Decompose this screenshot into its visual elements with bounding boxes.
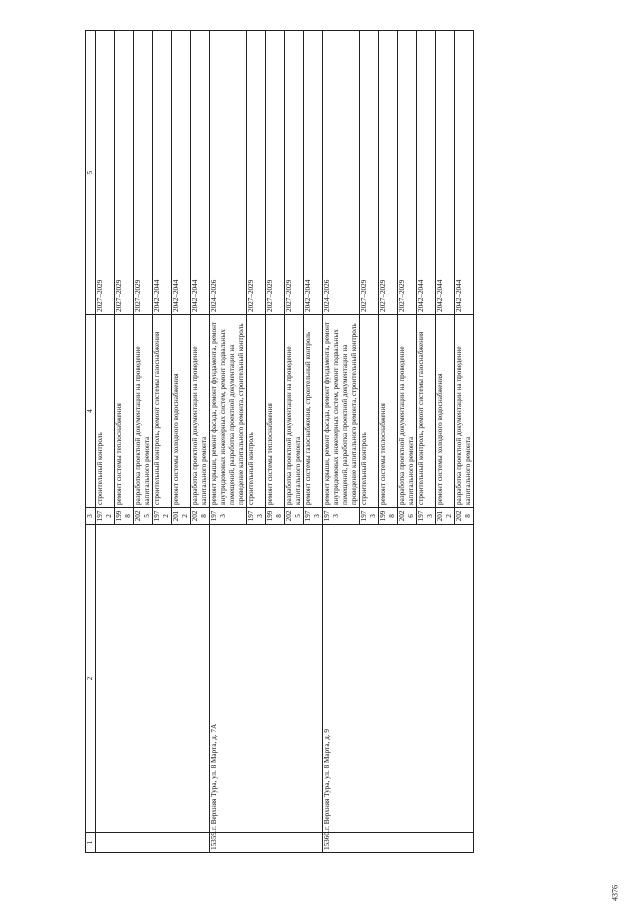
table-body xyxy=(86,31,474,853)
period-cell: 2027–2029 xyxy=(115,31,134,315)
year-cell: 1998 xyxy=(379,508,398,525)
year-cell: 2028 xyxy=(191,508,210,525)
work-type-cell: разработка проектной документации на проведение капитального ремонта xyxy=(398,315,417,508)
work-type-cell: ремонт крыши, ремонт фасада, ремонт фундамента, ремонт внутридомовых инженерных систем, ремонт подвальных помещений, разработка проектной документации на проведение капитального ремонта, строительный контроль xyxy=(323,315,360,508)
work-type-cell: разработка проектной документации на проведение капитального ремонта xyxy=(285,315,304,508)
table-row xyxy=(96,31,115,853)
period-cell: 2042–2044 xyxy=(455,31,474,315)
year-cell: 2028 xyxy=(455,508,474,525)
year-cell: 1973 xyxy=(247,508,266,525)
period-cell: 2042–2044 xyxy=(417,31,436,315)
year-cell: 1973 xyxy=(304,508,323,525)
table-row xyxy=(323,31,360,853)
year-cell: 2012 xyxy=(436,508,455,525)
address-cell xyxy=(96,525,210,833)
work-type-cell: строительный контроль xyxy=(96,315,115,508)
period-cell: 2027–2029 xyxy=(134,31,153,315)
period-cell: 2042–2044 xyxy=(191,31,210,315)
period-cell: 2027–2029 xyxy=(379,31,398,315)
header-col-5: 5 xyxy=(86,31,96,315)
year-cell: 2025 xyxy=(134,508,153,525)
work-type-cell: ремонт системы холодного водоснабжения xyxy=(436,315,455,508)
rotated-sheet xyxy=(85,31,578,853)
work-type-cell: ремонт системы теплоснабжения xyxy=(379,315,398,508)
period-cell: 2027–2029 xyxy=(285,31,304,315)
work-type-cell: разработка проектной документации на проведение капитального ремонта xyxy=(134,315,153,508)
table-header-row xyxy=(86,31,96,853)
table-row xyxy=(210,31,247,853)
header-col-1: 1 xyxy=(86,833,96,853)
period-cell: 2042–2044 xyxy=(304,31,323,315)
year-cell: 1998 xyxy=(115,508,134,525)
row-number-cell xyxy=(96,833,210,853)
header-col-4: 4 xyxy=(86,315,96,508)
period-cell: 2027–2029 xyxy=(247,31,266,315)
year-cell: 1972 xyxy=(96,508,115,525)
year-cell: 2025 xyxy=(285,508,304,525)
period-cell: 2042–2044 xyxy=(153,31,172,315)
work-type-cell: строительный контроль xyxy=(360,315,379,508)
year-cell: 1973 xyxy=(417,508,436,525)
work-type-cell: строительный контроль, ремонт системы газоснабжения xyxy=(417,315,436,508)
header-col-3: 3 xyxy=(86,508,96,525)
work-type-cell: строительный контроль xyxy=(247,315,266,508)
work-type-cell: разработка проектной документации на проведение капитального ремонта xyxy=(455,315,474,508)
row-number-cell: 15359. xyxy=(210,833,323,853)
period-cell: 2042–2044 xyxy=(172,31,191,315)
period-cell: 2042–2044 xyxy=(436,31,455,315)
work-type-cell: ремонт системы холодного водоснабжения xyxy=(172,315,191,508)
period-cell: 2027–2029 xyxy=(266,31,285,315)
period-cell: 2024–2026 xyxy=(323,31,360,315)
work-type-cell: ремонт системы теплоснабжения xyxy=(115,315,134,508)
repair-schedule-table xyxy=(85,30,474,853)
year-cell: 2026 xyxy=(398,508,417,525)
work-type-cell: ремонт системы теплоснабжения xyxy=(266,315,285,508)
work-type-cell: строительный контроль, ремонт системы газоснабжения xyxy=(153,315,172,508)
year-cell: 1972 xyxy=(153,508,172,525)
year-cell: 1998 xyxy=(266,508,285,525)
work-type-cell: ремонт крыши, ремонт фасада, ремонт фундамента, ремонт внутридомовых инженерных систем, ремонт подвальных помещений, разработка проектной документации на проведение капитального ремонта, строительный контроль xyxy=(210,315,247,508)
period-cell: 2027–2029 xyxy=(96,31,115,315)
work-type-cell: разработка проектной документации на проведение капитального ремонта xyxy=(191,315,210,508)
work-type-cell: ремонт системы газоснабжения, строительный контроль xyxy=(304,315,323,508)
page-number: 4376 xyxy=(610,885,620,901)
address-cell: г. Верхняя Тура, ул. 8 Марта, д. 9 xyxy=(323,525,474,833)
period-cell: 2027–2029 xyxy=(398,31,417,315)
year-cell: 1973 xyxy=(360,508,379,525)
period-cell: 2027–2029 xyxy=(360,31,379,315)
period-cell: 2024–2026 xyxy=(210,31,247,315)
row-number-cell: 15360. xyxy=(323,833,474,853)
year-cell: 1973 xyxy=(323,508,360,525)
year-cell: 1973 xyxy=(210,508,247,525)
address-cell: г. Верхняя Тура, ул. 8 Марта, д. 7А xyxy=(210,525,323,833)
header-col-2: 2 xyxy=(86,525,96,833)
year-cell: 2012 xyxy=(172,508,191,525)
